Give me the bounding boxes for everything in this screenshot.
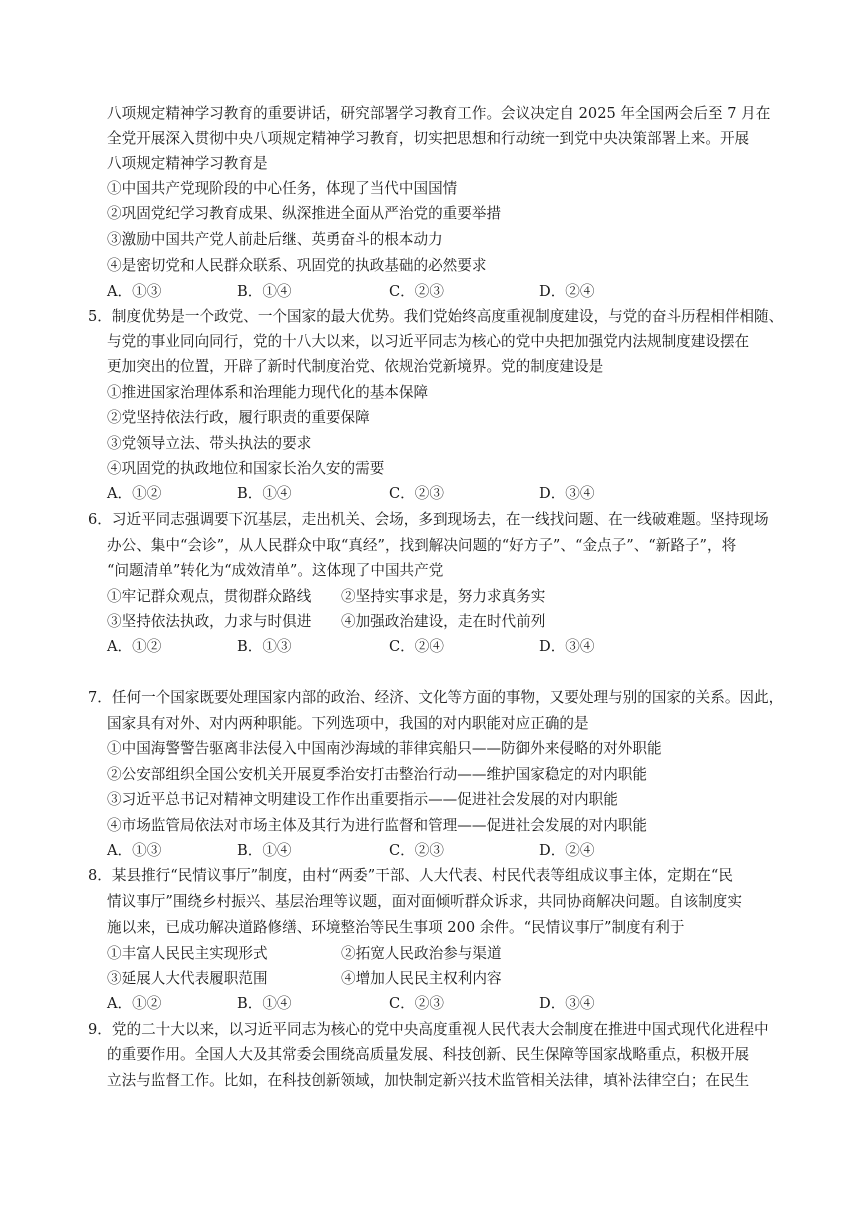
option-d[interactable]: D．③④	[539, 638, 595, 655]
q4-stem-line: 八项规定精神学习教育的重要讲话，研究部署学习教育工作。会议决定自 2025 年全国两会后至 7 月在	[107, 105, 771, 122]
option-c[interactable]: C．②③	[389, 485, 444, 502]
q5-item: ①推进国家治理体系和治理能力现代化的基本保障	[107, 384, 429, 401]
option-a[interactable]: A．①②	[107, 485, 162, 502]
q4-item: ①中国共产党现阶段的中心任务，体现了当代中国国情	[107, 180, 458, 197]
option-b[interactable]: B．①④	[237, 842, 292, 859]
option-d[interactable]: D．③④	[539, 995, 595, 1012]
q9-stem-line: 的重要作用。全国人大及其常委会围绕高质量发展、科技创新、民生保障等国家战略重点，积极开展	[107, 1046, 750, 1063]
option-b[interactable]: B．①④	[237, 283, 292, 300]
q8-stem-line: 8．某县推行“民情议事厅”制度，由村“两委”干部、人大代表、村民代表等组成议事主体，定期在“民	[88, 867, 733, 884]
option-b[interactable]: B．①④	[237, 485, 292, 502]
q4-stem-line: 八项规定精神学习教育是	[107, 155, 268, 172]
q9-stem-line: 9．党的二十大以来，以习近平同志为核心的党中央高度重视人民代表大会制度在推进中国式现代化进程中	[88, 1021, 769, 1038]
q6-item: ④加强政治建设，走在时代前列	[341, 613, 546, 630]
q8-item: ①丰富人民民主实现形式	[107, 945, 268, 962]
q4-stem-line: 全党开展深入贯彻中央八项规定精神学习教育，切实把思想和行动统一到党中央决策部署上来。开展	[107, 130, 750, 147]
option-a[interactable]: A．①③	[107, 283, 162, 300]
q7-item: ③习近平总书记对精神文明建设工作作出重要指示——促进社会发展的对内职能	[107, 791, 618, 808]
option-c[interactable]: C．②③	[389, 995, 444, 1012]
q8-stem-line: 情议事厅”围绕乡村振兴、基层治理等议题，面对面倾听群众诉求，共同协商解决问题。自该制度实	[107, 893, 742, 910]
q6-item: ②坚持实事求是，努力求真务实	[341, 588, 546, 605]
q5-item: ③党领导立法、带头执法的要求	[107, 435, 312, 452]
option-c[interactable]: C．②③	[389, 283, 444, 300]
q8-item: ④增加人民民主权利内容	[341, 970, 502, 987]
q4-item: ②巩固党纪学习教育成果、纵深推进全面从严治党的重要举措	[107, 205, 502, 222]
q7-item: ①中国海警警告驱离非法侵入中国南沙海域的菲律宾船只——防御外来侵略的对外职能	[107, 740, 662, 757]
option-d[interactable]: D．②④	[539, 283, 595, 300]
option-a[interactable]: A．①③	[107, 842, 162, 859]
q7-item: ②公安部组织全国公安机关开展夏季治安打击整治行动——维护国家稳定的对内职能	[107, 766, 647, 783]
q5-item: ②党坚持依法行政，履行职责的重要保障	[107, 409, 370, 426]
q8-stem-line: 施以来，已成功解决道路修缮、环境整治等民生事项 200 余件。“民情议事厅”制度有利于	[107, 919, 685, 936]
option-d[interactable]: D．③④	[539, 485, 595, 502]
q6-stem-line: “问题清单”转化为“成效清单”。这体现了中国共产党	[107, 562, 444, 579]
q4-item: ③激励中国共产党人前赴后继、英勇奋斗的根本动力	[107, 231, 443, 248]
q9-stem-line: 立法与监督工作。比如，在科技创新领域，加快制定新兴技术监管相关法律，填补法律空白；在民生	[107, 1072, 750, 1089]
q7-stem-line: 7．任何一个国家既要处理国家内部的政治、经济、文化等方面的事物，又要处理与别的国家的关系。因此，	[88, 689, 784, 706]
q8-item: ③延展人大代表履职范围	[107, 970, 268, 987]
q6-stem-line: 办公、集中“会诊”，从人民群众中取“真经”，找到解决问题的“好方子”、“金点子”、“新路子”，将	[107, 537, 737, 554]
q7-stem-line: 国家具有对外、对内两种职能。下列选项中，我国的对内职能对应正确的是	[107, 715, 589, 732]
q7-item: ④市场监管局依法对市场主体及其行为进行监督和管理——促进社会发展的对内职能	[107, 817, 647, 834]
q6-item: ③坚持依法执政，力求与时俱进	[107, 613, 312, 630]
option-b[interactable]: B．①③	[237, 638, 292, 655]
q6-stem-line: 6．习近平同志强调要下沉基层，走出机关、会场，多到现场去，在一线找问题、在一线破难题。坚持现场	[88, 511, 769, 528]
option-a[interactable]: A．①②	[107, 638, 162, 655]
q5-stem-line: 5．制度优势是一个政党、一个国家的最大优势。我们党始终高度重视制度建设，与党的奋斗历程相伴相随、	[88, 308, 784, 325]
q6-item: ①牢记群众观点，贯彻群众路线	[107, 588, 312, 605]
q5-stem-line: 更加突出的位置，开辟了新时代制度治党、依规治党新境界。党的制度建设是	[107, 358, 604, 375]
option-c[interactable]: C．②③	[389, 842, 444, 859]
option-b[interactable]: B．①④	[237, 995, 292, 1012]
q5-stem-line: 与党的事业同向同行，党的十八大以来，以习近平同志为核心的党中央把加强党内法规制度建设摆在	[107, 333, 750, 350]
q4-item: ④是密切党和人民群众联系、巩固党的执政基础的必然要求	[107, 257, 487, 274]
q5-item: ④巩固党的执政地位和国家长治久安的需要	[107, 460, 385, 477]
option-a[interactable]: A．①②	[107, 995, 162, 1012]
option-d[interactable]: D．②④	[539, 842, 595, 859]
q8-item: ②拓宽人民政治参与渠道	[341, 945, 502, 962]
option-c[interactable]: C．②④	[389, 638, 444, 655]
